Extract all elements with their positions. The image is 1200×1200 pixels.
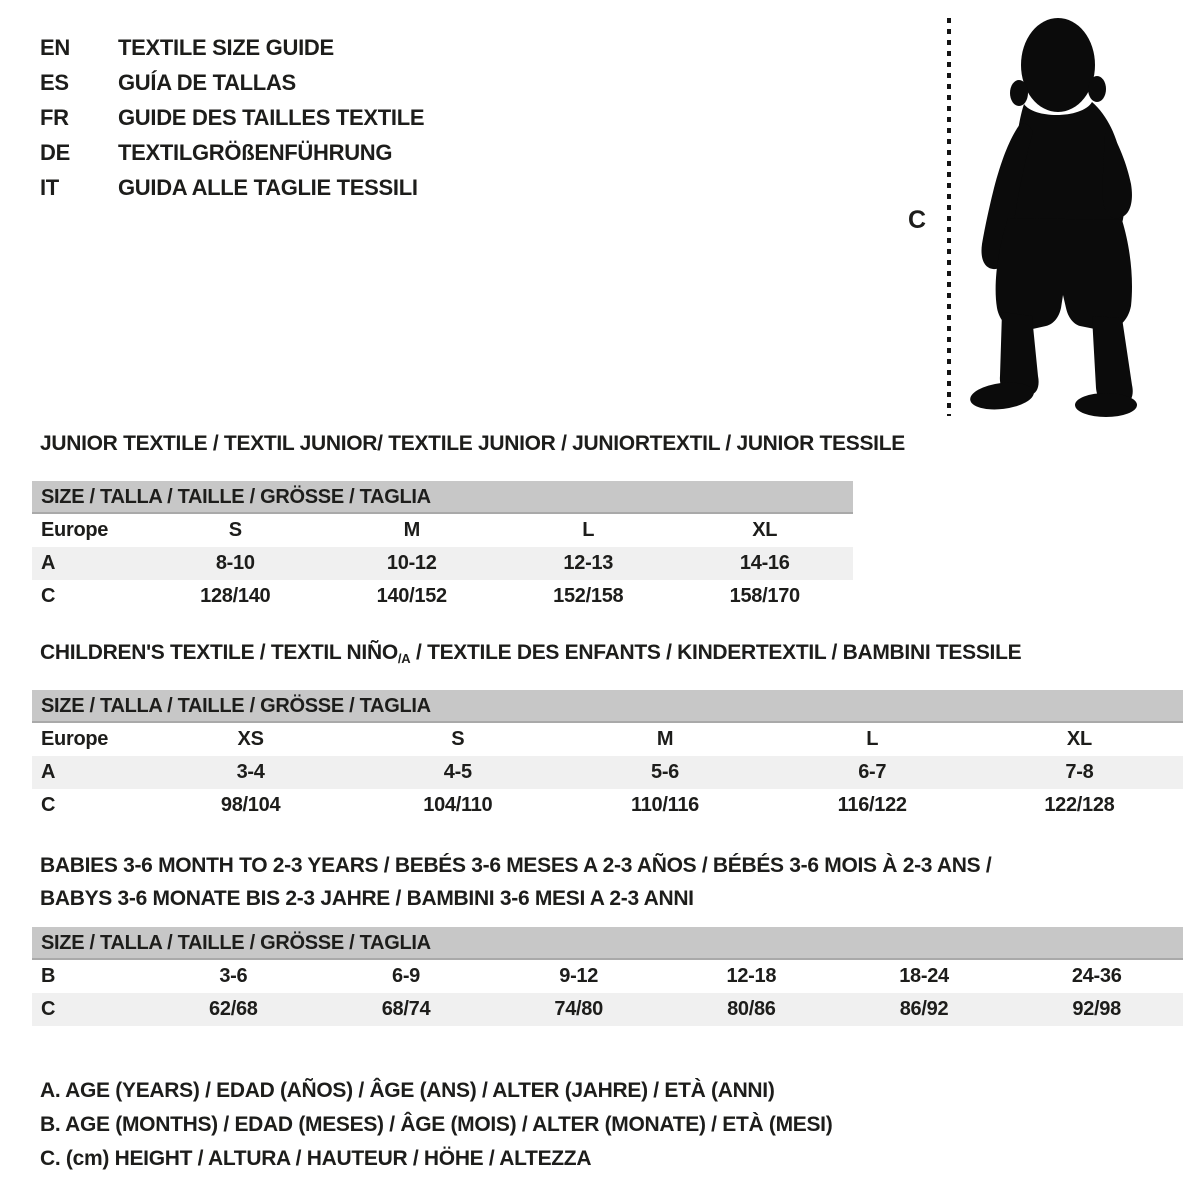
toddler-silhouette [960, 16, 1145, 420]
height-cell: 128/140 [200, 585, 271, 607]
height-cell: 80/86 [727, 998, 776, 1020]
language-code: DE [40, 140, 70, 165]
guide-title-en: TEXTILE SIZE GUIDE [118, 35, 334, 60]
table-row [32, 723, 1183, 756]
table-row [32, 756, 1183, 789]
age-cell: 7-8 [1065, 761, 1094, 783]
size-cell: M [403, 519, 420, 541]
guide-title-es: GUÍA DE TALLAS [118, 70, 296, 95]
babies-title-line1: BABIES 3-6 MONTH TO 2-3 YEARS / BEBÉS 3-6 MESES A 2-3 AÑOS / BÉBÉS 3-6 MOIS À 2-3 ANS / [40, 854, 992, 877]
guide-title-fr: GUIDE DES TAILLES TEXTILE [118, 105, 425, 130]
children-title-post: / TEXTILE DES ENFANTS / KINDERTEXTIL / BAMBINI TESSILE [410, 641, 1022, 664]
table-row [32, 993, 1183, 1026]
age-cell: 6-7 [858, 761, 887, 783]
age-months-cell: 6-9 [392, 965, 421, 987]
height-cell: 152/158 [553, 585, 624, 607]
height-cell: 98/104 [220, 794, 281, 816]
height-cell: 74/80 [554, 998, 603, 1020]
table-row [32, 789, 1183, 822]
language-title-list [40, 30, 424, 205]
children-title-pre: CHILDREN'S TEXTILE / TEXTIL NIÑO [40, 641, 398, 664]
list-item [40, 65, 424, 100]
table-row [32, 960, 1183, 993]
row-label: A [41, 761, 56, 783]
age-cell: 12-13 [563, 552, 614, 574]
height-cell: 104/110 [423, 794, 493, 816]
size-cell: M [656, 728, 674, 750]
legend-line-c: C. (cm) HEIGHT / ALTURA / HAUTEUR / HÖHE / ALTEZZA [40, 1147, 592, 1170]
age-cell: 10-12 [386, 552, 437, 574]
size-cell: S [451, 728, 465, 750]
children-size-table [32, 690, 1183, 822]
babies-section-title [40, 849, 991, 915]
height-cell: 158/170 [729, 585, 800, 607]
guide-title-de: TEXTILGRÖßENFÜHRUNG [118, 140, 393, 165]
language-code: ES [40, 70, 69, 95]
babies-size-table [32, 927, 1183, 1026]
age-cell: 3-4 [236, 761, 265, 783]
list-item [40, 135, 424, 170]
age-cell: 5-6 [651, 761, 680, 783]
table-row [32, 547, 853, 580]
height-cell: 62/68 [209, 998, 258, 1020]
row-label: C [41, 794, 56, 816]
age-cell: 8-10 [215, 552, 255, 574]
size-cell: XL [1066, 728, 1092, 750]
height-measure-dashed-line [947, 18, 951, 416]
size-cell: XL [752, 519, 778, 541]
height-cell: 122/128 [1044, 794, 1115, 816]
height-cell: 92/98 [1072, 998, 1121, 1020]
height-measure-label: C [908, 206, 926, 234]
measurement-legend [40, 1074, 832, 1176]
row-label: Europe [41, 728, 109, 750]
children-title-sub: /A [397, 651, 411, 666]
junior-size-table [32, 481, 853, 613]
height-cell: 116/122 [837, 794, 907, 816]
children-section-title [40, 641, 1021, 666]
row-label: Europe [41, 519, 109, 541]
row-label: B [41, 965, 56, 987]
row-label: C [41, 585, 56, 607]
age-months-cell: 18-24 [899, 965, 949, 987]
language-code: EN [40, 35, 70, 60]
legend-line-a: A. AGE (YEARS) / EDAD (AÑOS) / ÂGE (ANS) / ALTER (JAHRE) / ETÀ (ANNI) [40, 1079, 775, 1102]
size-header-bar: SIZE / TALLA / TAILLE / GRÖSSE / TAGLIA [32, 927, 1183, 960]
size-cell: XS [237, 728, 264, 750]
list-item [40, 170, 424, 205]
height-cell: 110/116 [631, 794, 699, 816]
legend-line-b: B. AGE (MONTHS) / EDAD (MESES) / ÂGE (MOIS) / ALTER (MONATE) / ETÀ (MESI) [40, 1113, 833, 1136]
junior-section-title: JUNIOR TEXTILE / TEXTIL JUNIOR/ TEXTILE JUNIOR / JUNIORTEXTIL / JUNIOR TESSILE [40, 432, 905, 455]
table-row [32, 580, 853, 613]
language-code: IT [40, 175, 59, 200]
guide-title-it: GUIDA ALLE TAGLIE TESSILI [118, 175, 418, 200]
age-months-cell: 9-12 [559, 965, 599, 987]
language-code: FR [40, 105, 69, 130]
list-item [40, 30, 424, 65]
height-cell: 140/152 [376, 585, 447, 607]
age-cell: 4-5 [443, 761, 472, 783]
age-months-cell: 12-18 [726, 965, 777, 987]
size-cell: L [866, 728, 879, 750]
age-cell: 14-16 [739, 552, 790, 574]
size-cell: S [228, 519, 242, 541]
age-months-cell: 3-6 [219, 965, 248, 987]
babies-title-line2: BABYS 3-6 MONATE BIS 2-3 JAHRE / BAMBINI 3-6 MESI A 2-3 ANNI [40, 887, 694, 910]
size-header-bar: SIZE / TALLA / TAILLE / GRÖSSE / TAGLIA [32, 690, 1183, 723]
row-label: C [41, 998, 56, 1020]
height-cell: 68/74 [381, 998, 431, 1020]
table-row [32, 514, 853, 547]
list-item [40, 100, 424, 135]
size-cell: L [582, 519, 595, 541]
row-label: A [41, 552, 56, 574]
height-cell: 86/92 [899, 998, 949, 1020]
age-months-cell: 24-36 [1071, 965, 1122, 987]
size-header-bar: SIZE / TALLA / TAILLE / GRÖSSE / TAGLIA [32, 481, 853, 514]
